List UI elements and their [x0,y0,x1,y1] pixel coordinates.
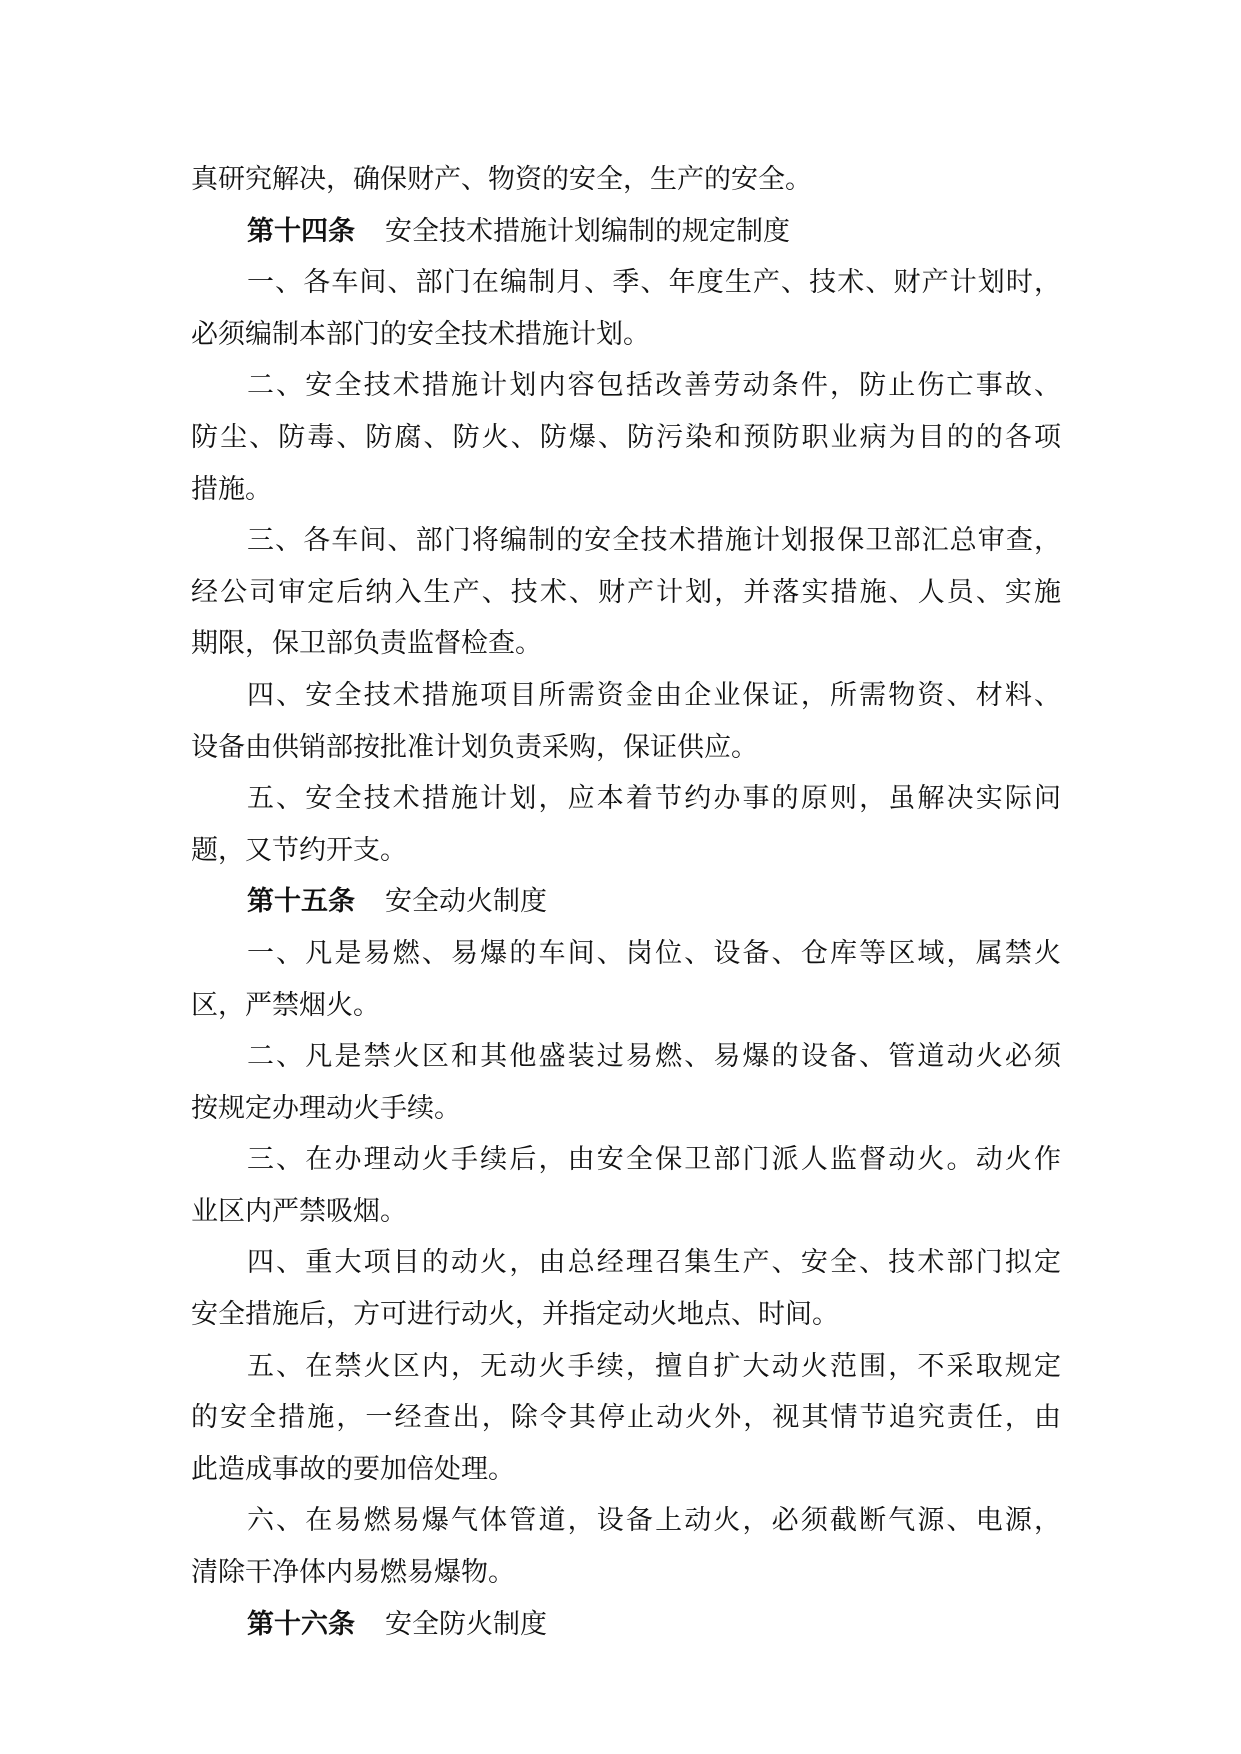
body-line: 措施。 [191,473,272,505]
body-line: 五、安全技术措施计划，应本着节约办事的原则，虽解决实际问 [247,783,1061,815]
body-line: 二、安全技术措施计划内容包括改善劳动条件，防止伤亡事故、 [247,370,1061,402]
body-line: 四、安全技术措施项目所需资金由企业保证，所需物资、材料、 [247,679,1061,711]
body-line: 按规定办理动火手续。 [191,1092,461,1124]
body-line: 真研究解决，确保财产、物资的安全，生产的安全。 [191,164,812,195]
body-line: 必须编制本部门的安全技术措施计划。 [191,318,650,350]
article-15-heading [191,876,1061,928]
body-line: 五、在禁火区内，无动火手续，擅自扩大动火范围，不采取规定 [247,1350,1061,1382]
body-line: 期限，保卫部负责监督检查。 [191,628,542,660]
body-line: 一、凡是易燃、易爆的车间、岗位、设备、仓库等区域，属禁火 [247,937,1061,969]
article-title: 安全动火制度 [385,886,547,918]
body-line: 经公司审定后纳入生产、技术、财产计划，并落实措施、人员、实施 [191,576,1061,608]
body-line: 三、各车间、部门将编制的安全技术措施计划报保卫部汇总审查， [247,525,1061,557]
body-line: 二、凡是禁火区和其他盛装过易燃、易爆的设备、管道动火必须 [247,1041,1061,1073]
body-line: 业区内严禁吸烟。 [191,1195,407,1227]
article-14-heading [191,206,1061,258]
body-line: 此造成事故的要加倍处理。 [191,1453,515,1485]
article-title: 安全技术措施计划编制的规定制度 [385,215,790,247]
body-line: 防尘、防毒、防腐、防火、防爆、防污染和预防职业病为目的的各项 [191,421,1061,453]
body-line: 一、各车间、部门在编制月、季、年度生产、技术、财产计划时， [247,267,1061,299]
article-number: 第十四条 [247,215,355,247]
body-line: 题，又节约开支。 [191,834,407,866]
body-line: 安全措施后，方可进行动火，并指定动火地点、时间。 [191,1299,839,1331]
article-number: 第十六条 [247,1608,355,1640]
body-line: 三、在办理动火手续后，由安全保卫部门派人监督动火。动火作 [247,1144,1061,1176]
article-number: 第十五条 [247,886,355,918]
body-line: 清除干净体内易燃易爆物。 [191,1557,515,1589]
body-line: 区，严禁烟火。 [191,989,380,1021]
article-title: 安全防火制度 [385,1608,547,1640]
document-body [191,154,1061,1650]
body-line: 设备由供销部按批准计划负责采购，保证供应。 [191,731,758,763]
body-line: 六、在易燃易爆气体管道，设备上动火，必须截断气源、电源， [247,1505,1061,1537]
article-16-heading [191,1599,1061,1651]
body-line: 的安全措施，一经查出，除令其停止动火外，视其情节追究责任，由 [191,1402,1061,1434]
body-line: 四、重大项目的动火，由总经理召集生产、安全、技术部门拟定 [247,1247,1061,1279]
